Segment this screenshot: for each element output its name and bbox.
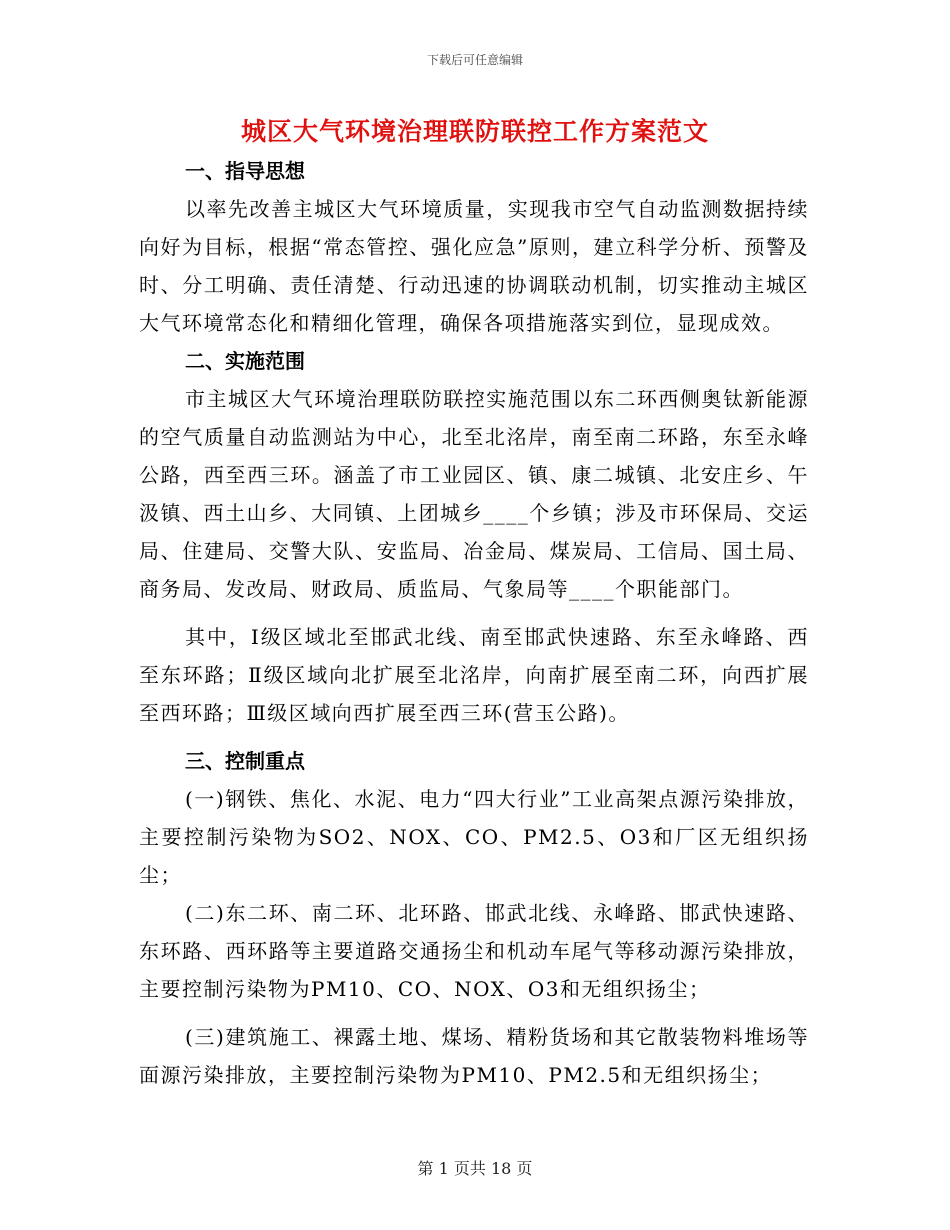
page-number: 第 1 页共 18 页 [417,1159,533,1178]
page-header-note: 下载后可任意编辑 [426,53,523,67]
paragraph: 以率先改善主城区大气环境质量，实现我市空气自动监测数据持续向好为目标，根据“常态管控、强化应急”原则，建立科学分析、预警及时、分工明确、责任清楚、行动迅速的协调联动机制，切实推动主城区大气环境常态化和精细化管理，确保各项措施落实到位，显现成效。 [139,197,809,335]
paragraph: (二)东二环、南二环、北环路、邯武北线、永峰路、邯武快速路、东环路、西环路等主要道路交通扬尘和机动车尾气等移动源污染排放，主要控制污染物为PM10、CO、NOX、O3和无组织扬尘； [139,901,809,1001]
section-heading: 一、指导思想 [185,159,305,183]
paragraph: 市主城区大气环境治理联防联控实施范围以东二环西侧奥钛新能源的空气质量自动监测站为中心，北至北洺岸，南至南二环路，东至永峰公路，西至西三环。涵盖了市工业园区、镇、康二城镇、北安庄乡、午汲镇、西土山乡、大同镇、上团城乡____个乡镇；涉及市环保局、交运局、住建局、交警大队、安监局、冶金局、煤炭局、工信局、国土局、商务局、发改局、财政局、质监局、气象局等____个职能部门。 [139,387,809,601]
section-scope [139,342,809,732]
section-heading: 二、实施范围 [185,349,305,373]
section-control-priorities [139,742,809,1094]
paragraph: 其中，Ⅰ级区域北至邯武北线、南至邯武快速路、东至永峰路、西至东环路；Ⅱ级区域向北扩展至北洺岸，向南扩展至南二环，向西扩展至西环路；Ⅲ级区域向西扩展至西三环(营玉公路)。 [139,625,809,725]
paragraph: (三)建筑施工、裸露土地、煤场、精粉货场和其它散装物料堆场等面源污染排放，主要控制污染物为PM10、PM2.5和无组织扬尘； [139,1025,809,1087]
section-heading: 三、控制重点 [185,749,305,773]
document-body [139,152,809,1094]
paragraph: (一)钢铁、焦化、水泥、电力“四大行业”工业高架点源污染排放，主要控制污染物为SO2、NOX、CO、PM2.5、O3和厂区无组织扬尘； [139,787,809,887]
section-guiding-ideology [139,152,809,342]
document-title: 城区大气环境治理联防联控工作方案范文 [240,117,709,146]
